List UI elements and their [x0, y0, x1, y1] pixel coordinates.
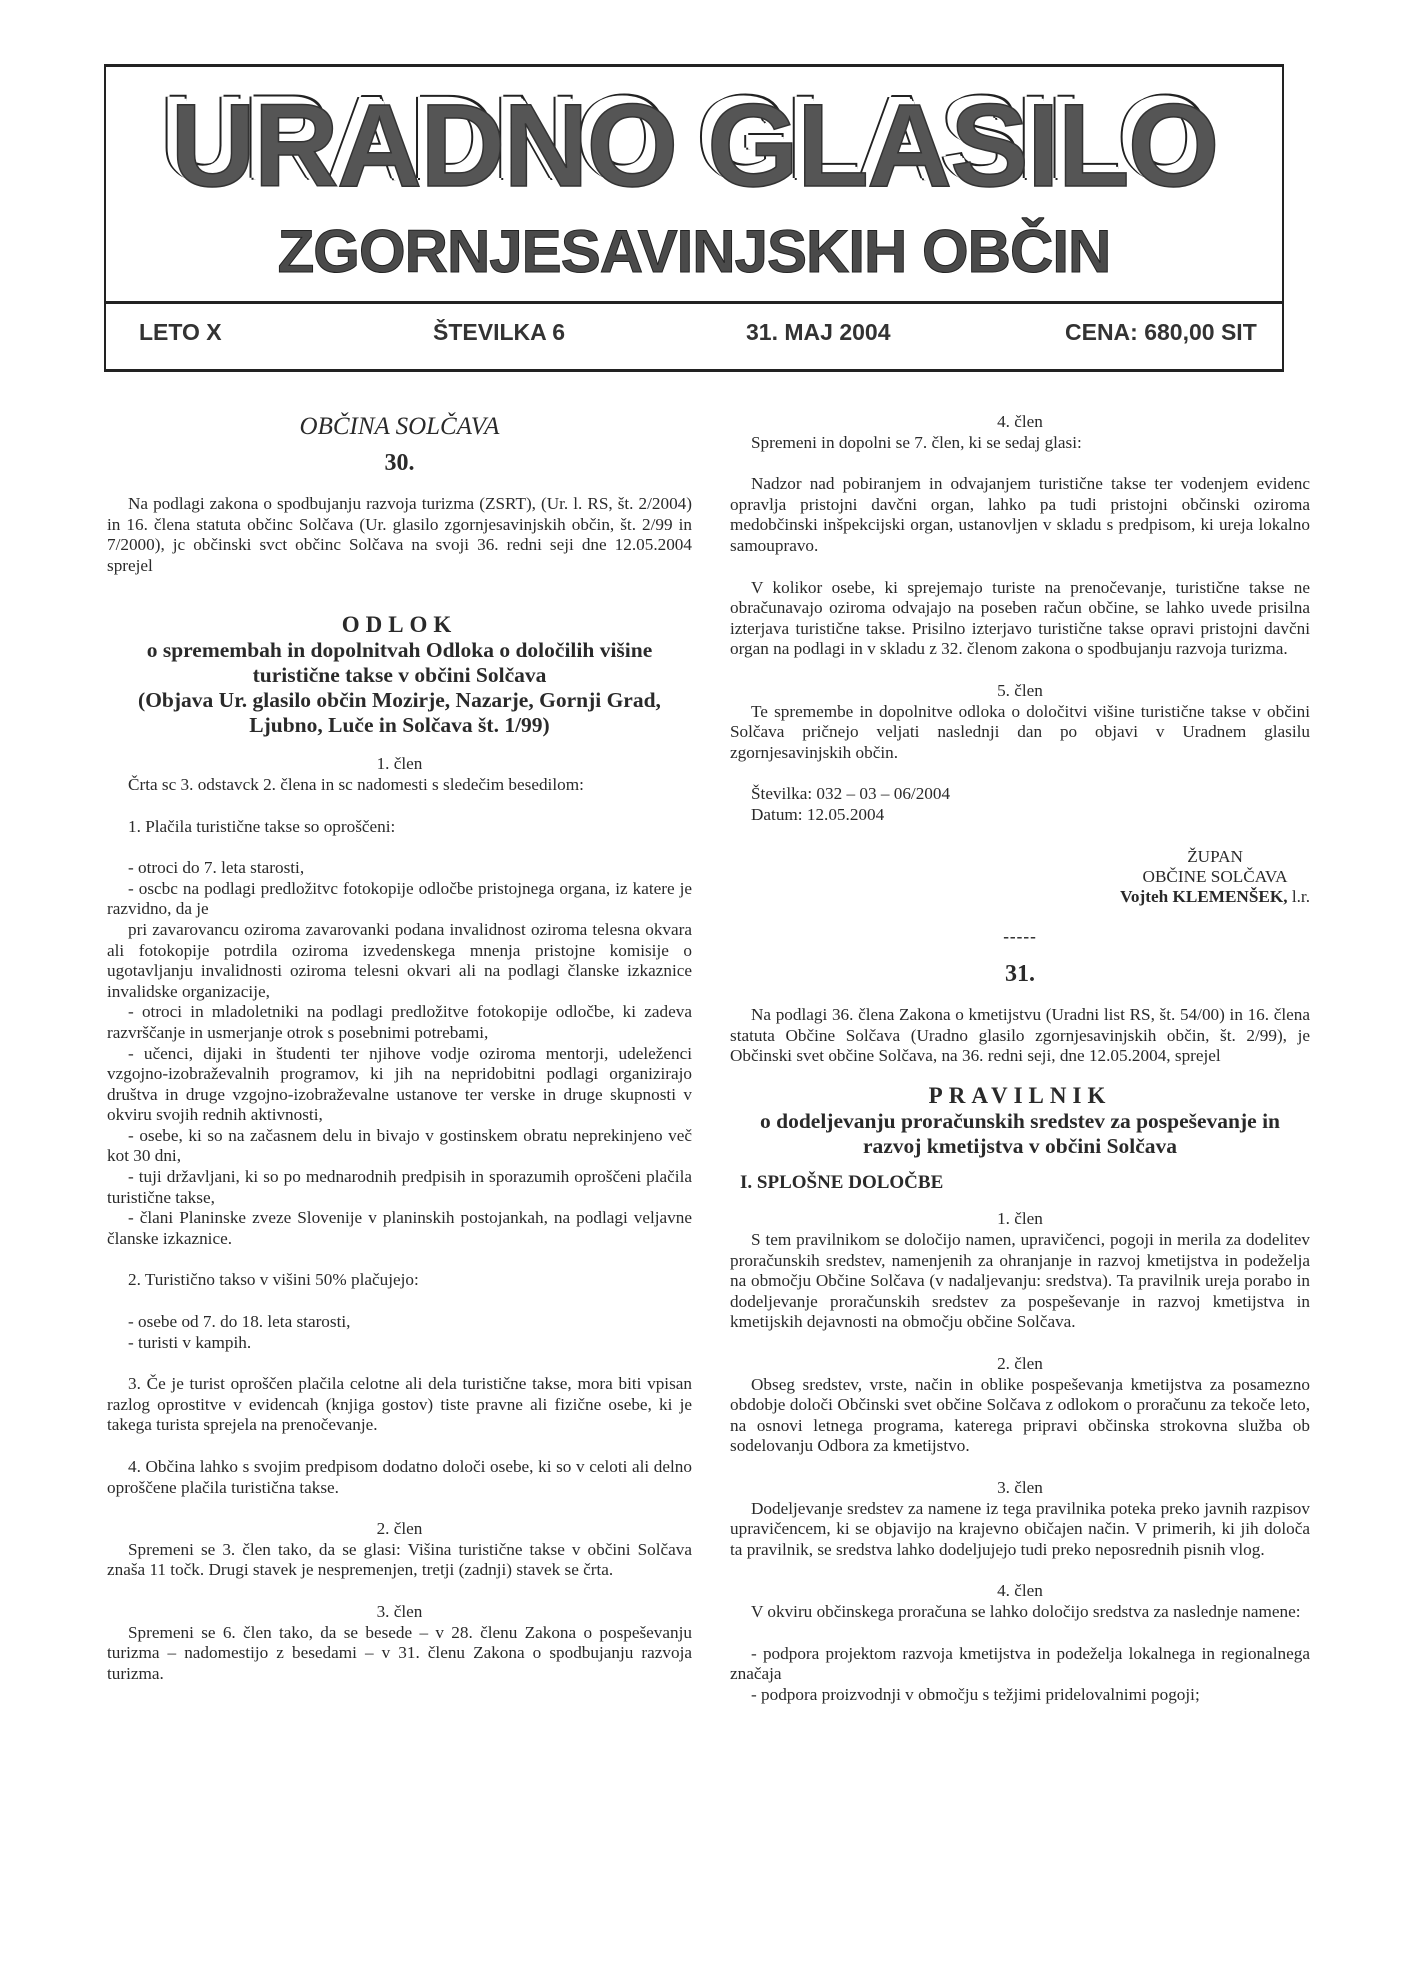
masthead: [104, 64, 1284, 372]
article-heading: 4. člen: [997, 1581, 1043, 1601]
reference-number: Številka: 032 – 03 – 06/2004: [751, 784, 951, 804]
list-item: - podpora projektom razvoja kmetijstva in podeželja lokalnega in regionalnega značaja: [730, 1643, 1310, 1684]
document-subtitle: o dodeljevanju proračunskih sredstev za pospeševanje in razvoj kmetijstva v občini Solčava: [759, 1108, 1281, 1158]
article-heading: 5. člen: [997, 680, 1043, 700]
document-source: (Objava Ur. glasilo občin Mozirje, Nazarje, Gornji Grad, Ljubno, Luče in Solčava št. 1/99): [138, 688, 661, 738]
masthead-title: URADNO GLASILO: [170, 80, 1218, 212]
article-text: Obseg sredstev, vrste, način in oblike pospeševanja kmetijstva za posamezno obdobje določi Občinski svet občine Solčava z odlokom o proračunu za tekoče leto, na osnovi letnega programa, katerega pripravi občinska strokovna služba ob sodelovanju Odbora za kmetijstvo.: [730, 1374, 1310, 1456]
point-text: 3. Če je turist oproščen plačila celotne ali dela turistične takse, mora biti vpisan razlog oprostitve v evidencah (knjiga gostov) tiste pravne ali fizične osebe, ki je takega turista sprejela na prenočevanje.: [107, 1374, 692, 1435]
issue-price: CENA: 680,00 SIT: [1065, 319, 1257, 345]
preamble: Na podlagi 36. člena Zakona o kmetijstvu (Uradni list RS, št. 54/00) in 16. člena statuta Občine Solčava (Uradno glasilo zgornjesavinjskih občin, št. 2/99), je Občinski svet občine Solčava, na 36. redni seji, dne 12.05.2004, sprejel: [730, 1005, 1310, 1066]
signature-organization: OBČINE SOLČAVA: [1142, 866, 1288, 886]
article-heading: 1. člen: [376, 754, 423, 774]
article-heading: 2. člen: [376, 1519, 423, 1539]
reference-date: Datum: 12.05.2004: [751, 804, 885, 824]
act-number: 31.: [1005, 961, 1035, 988]
masthead-title-logo: [106, 80, 1282, 212]
article-heading: 3. člen: [376, 1601, 423, 1621]
list-item: - podpora proizvodnji v območju s težjimi pridelovalnimi pogoji;: [751, 1684, 1200, 1704]
list-item: - člani Planinske zveze Slovenije v planinskih postojankah, na podlagi veljavne članske izkaznice.: [107, 1208, 692, 1248]
point-text: 4. Občina lahko s svojim predpisom dodatno določi osebe, ki so v celoti ali delno oproščene plačila turistična takse.: [107, 1457, 692, 1497]
list-item: - oscbc na podlagi predložitvc fotokopije odločbe pristojnega organa, iz katere je razvidno, da je: [107, 878, 692, 919]
list-item: - osebe od 7. do 18. leta starosti,: [128, 1312, 351, 1332]
masthead-subtitle: ZGORNJESAVINJSKIH OBČIN: [277, 218, 1111, 285]
article-heading: 2. člen: [997, 1354, 1043, 1374]
right-column: [730, 412, 1310, 1705]
document-type: ODLOK: [341, 612, 458, 638]
issue-number: ŠTEVILKA 6: [433, 319, 566, 345]
article-text: V kolikor osebe, ki sprejemajo turiste na prenočevanje, turistične takse ne obračunavajo oziroma odvajajo na poseben račun občine, se lahko uvede prisilna izterjava turistične takse. Prisilno izterjavo turistične takse opravi pristojni davčni organ na podlagi in v skladu z 32. členom zakona o spodbujanju razvoja turizma.: [730, 577, 1310, 659]
separator: -----: [1003, 926, 1037, 946]
list-item: - otroci do 7. leta starosti,: [128, 858, 305, 878]
list-item: - turisti v kampih.: [128, 1332, 252, 1352]
article-text: S tem pravilnikom se določijo namen, upravičenci, pogoji in merila za dodelitev proračunskih sredstev, namenjenih za ohranjanje in razvoj kmetijstva in podeželja na območju Občine Solčava (v nadaljevanju: sredstva). Ta pravilnik ureja porabo in dodeljevanje proračunskih sredstev za pospeševanje in razvoj kmetijstva in kmetijskih dejavnosti na območju občine Solčava.: [730, 1230, 1310, 1332]
article-text: Spremeni in dopolni se 7. člen, ki se sedaj glasi:: [751, 432, 1082, 452]
act-number: 30.: [384, 450, 415, 476]
article-text: Spremeni se 3. člen tako, da se glasi: Višina turistične takse v občini Solčava znaša 11 točk. Drugi stavek je nespremenjen, tretji (zadnji) stavek se črta.: [107, 1539, 692, 1580]
article-text: V okviru občinskega proračuna se lahko določijo sredstva za naslednje namene:: [751, 1601, 1301, 1621]
left-column: [107, 412, 692, 1684]
document-subtitle: o spremembah in dopolnitvah Odloka o določilih višine turistične takse v občini Solčava: [146, 638, 653, 688]
list-item: - tuji državljani, ki so po mednarodnih predpisih in sporazumih oproščeni plačila turistične takse,: [107, 1167, 692, 1207]
article-text: Črta sc 3. odstavck 2. člena in sc nadomesti s sledečim besedilom:: [128, 774, 584, 794]
issue-date: 31. MAJ 2004: [746, 319, 891, 345]
article-text: Nadzor nad pobiranjem in odvajanjem turistične takse ter vodenjem evidenc opravlja pristojni davčni organ, lahko pa tudi pristojni občinski oziroma medobčinski inšpekcijski organ, ustanovljen v skladu s predpisom, ki ureja lokalno samoupravo.: [730, 474, 1310, 555]
article-heading: 1. člen: [997, 1209, 1043, 1229]
preamble: Na podlagi zakona o spodbujanju razvoja turizma (ZSRT), (Ur. l. RS, št. 2/2004) in 16. člena statuta občinc Solčava (Ur. glasilo zgornjesavinjskih občin, št. 2/99 in 7/2000), jc občinski svct občinc Solčava na svoji 36. redni seji dne 12.05.2004 sprejel: [107, 494, 692, 575]
list-item: pri zavarovancu oziroma zavarovanki podana invalidnost oziroma telesna okvara ali fotokopije potrdila oziroma izvedenskega mnenja pristojne komisije o ugotavljanju invalidnosti oziroma telesni okvari ali na podlagi članske izkaznice invalidske organizacije,: [107, 919, 692, 1001]
point-heading: 2. Turistično takso v višini 50% plačujejo:: [128, 1270, 419, 1290]
list-item: - otroci in mladoletniki na podlagi predložitve fotokopije odločbe, ki zadeva razvrščanje in usmerjanje otrok s posebnimi potrebami,: [107, 1002, 692, 1042]
point-heading: 1. Plačila turistične takse so oproščeni:: [128, 816, 396, 836]
signature-block: [730, 847, 1310, 907]
signature-title: ŽUPAN: [1187, 846, 1243, 866]
masthead-divider: [106, 301, 1282, 304]
article-heading: 3. člen: [997, 1478, 1043, 1497]
organization-heading: OBČINA SOLČAVA: [299, 413, 500, 440]
list-item: - osebe, ki so na začasnem delu in bivajo v gostinskem obratu neprekinjeno več kot 30 dni,: [107, 1125, 692, 1166]
year-label: LETO X: [139, 319, 222, 345]
signatory-name: Vojteh KLEMENŠEK,: [1120, 886, 1288, 906]
issue-info-bar: [106, 319, 1282, 349]
signatory-suffix: l.r.: [1287, 886, 1310, 906]
article-text: Te spremembe in dopolnitve odloka o določitvi višine turistične takse v občini Solčava pričnejo veljati naslednji dan po objavi v Uradnem glasilu zgornjesavinjskih občin.: [730, 701, 1310, 762]
article-text: Spremeni se 6. člen tako, da se besede – v 28. členu Zakona o pospeševanju turizma – nadomestijo z besedami – v 31. členu Zakona o spodbujanju razvoja turizma.: [107, 1622, 692, 1683]
list-item: - učenci, dijaki in študenti ter njihove vodje oziroma mentorji, udeleženci vzgojno-izobraževalnih programov, ki jih na nepridobitni podlagi organizirajo društva in druge vzgojno-izobraževalne ustanove ter verske in druge skupnosti v okviru svojih rednih aktivnosti,: [107, 1043, 692, 1125]
section-heading: I. SPLOŠNE DOLOČBE: [740, 1171, 944, 1193]
document-type: PRAVILNIK: [928, 1082, 1112, 1108]
article-text: Dodeljevanje sredstev za namene iz tega pravilnika poteka preko javnih razpisov upravičencem, ki se objavijo na krajevno običajen način. V primerih, ki jih določa ta pravilnik, se sredstva lahko dodeljujejo tudi preko neposrednih pisnih vlog.: [730, 1498, 1310, 1559]
article-heading: 4. člen: [997, 412, 1043, 431]
